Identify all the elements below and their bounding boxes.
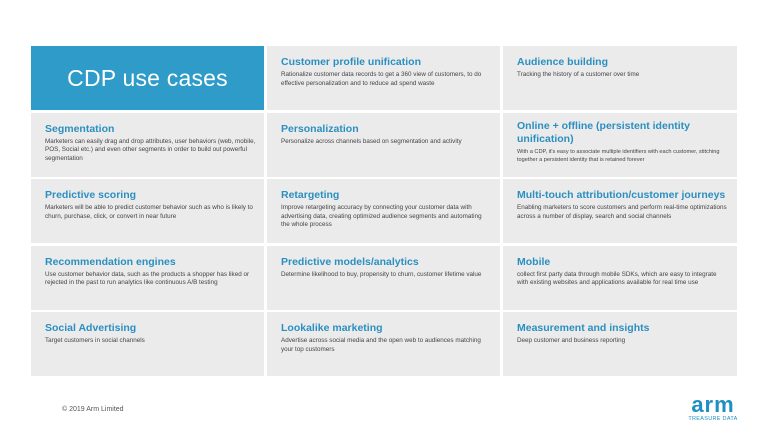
use-case-heading: Audience building bbox=[517, 56, 608, 68]
use-case-description: Improve retargeting accuracy by connecting your customer data with advertising data, creating optimized audience segments and automating the whole process bbox=[281, 204, 482, 229]
use-case-description: Use customer behavior data, such as the products a shopper has liked or rejected in the past to run analytics like continuous A/B testing bbox=[45, 270, 250, 287]
use-case-cell bbox=[267, 46, 500, 110]
use-case-grid bbox=[31, 46, 737, 376]
use-case-heading: Personalization bbox=[281, 122, 359, 135]
use-case-cell bbox=[503, 46, 737, 110]
use-case-heading: Multi-touch attribution/customer journeys bbox=[517, 189, 726, 201]
use-case-description: Enabling marketers to score customers and perform real-time optimizations across a number of display, search and social channels bbox=[517, 204, 727, 220]
use-case-heading: Predictive scoring bbox=[45, 189, 137, 201]
use-case-cell bbox=[503, 312, 737, 376]
use-case-heading: Measurement and insights bbox=[517, 322, 650, 334]
use-case-description: Determine likelihood to buy, propensity to churn, customer lifetime value bbox=[281, 270, 482, 278]
use-case-description: Rationalize customer data records to get a 360 view of customers, to do effective personalization and to reduce ad spend waste bbox=[281, 71, 482, 87]
use-case-cell bbox=[31, 246, 264, 310]
use-case-description: Advertise across social media and the open web to audiences matching your top customers bbox=[281, 337, 481, 353]
use-case-description: Marketers can easily drag and drop attributes, user behaviors (web, mobile, POS, Social etc.) and even other segments in order to build out powerful segmentation bbox=[45, 137, 256, 162]
arm-treasure-data-logo bbox=[683, 392, 743, 422]
use-case-cell bbox=[267, 179, 500, 243]
copyright-text: © 2019 Arm Limited bbox=[62, 406, 124, 413]
use-case-cell bbox=[503, 113, 737, 177]
logo-word: arm bbox=[691, 392, 735, 417]
use-case-heading: Social Advertising bbox=[45, 322, 137, 334]
use-case-description: With a CDP, it's easy to associate multiple identifiers with each customer, stitching together a persistent identity that is retained forever bbox=[517, 148, 720, 163]
use-case-description: Tracking the history of a customer over time bbox=[517, 71, 640, 78]
use-case-heading: Online + offline (persistent identity unification) bbox=[517, 119, 690, 145]
logo-subtitle: TREASURE DATA bbox=[688, 416, 738, 422]
use-case-heading: Segmentation bbox=[45, 122, 115, 135]
use-case-heading: Retargeting bbox=[281, 189, 340, 201]
title-cell bbox=[31, 46, 264, 110]
use-case-heading: Customer profile unification bbox=[281, 56, 422, 68]
use-case-heading: Predictive models/analytics bbox=[281, 255, 419, 268]
use-case-cell bbox=[267, 113, 500, 177]
use-case-heading: Lookalike marketing bbox=[281, 322, 383, 334]
use-case-cell bbox=[503, 179, 737, 243]
use-case-description: Marketers will be able to predict customer behavior such as who is likely to churn, purchase, click, or convert in near future bbox=[45, 204, 253, 220]
use-case-description: collect first party data through mobile SDKs, which are easy to integrate with existing websites and applications available for real time use bbox=[517, 270, 717, 287]
use-case-description: Deep customer and business reporting bbox=[517, 337, 626, 344]
use-case-heading: Recommendation engines bbox=[45, 255, 176, 268]
use-case-cell bbox=[31, 312, 264, 376]
slide-title: CDP use cases bbox=[67, 64, 228, 91]
use-case-cell bbox=[267, 312, 500, 376]
use-case-cell bbox=[267, 246, 500, 310]
use-case-cell bbox=[31, 179, 264, 243]
use-case-cell bbox=[503, 246, 737, 310]
use-case-cell bbox=[31, 113, 264, 177]
use-case-description: Target customers in social channels bbox=[45, 337, 145, 344]
use-case-description: Personalize across channels based on segmentation and activity bbox=[281, 137, 462, 145]
use-case-heading: Mobile bbox=[517, 255, 551, 268]
